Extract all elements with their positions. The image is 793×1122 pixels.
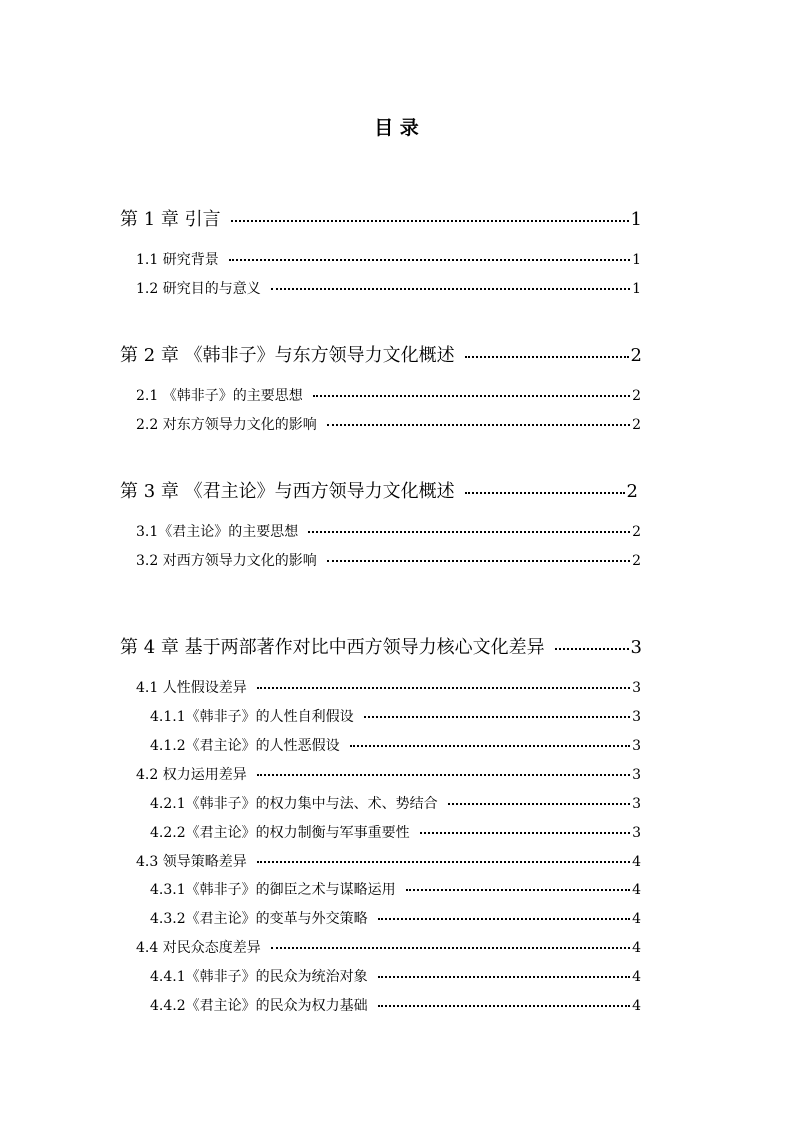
toc-page-number: 4 xyxy=(632,911,641,927)
toc-page-number: 2 xyxy=(632,388,641,404)
toc-entry-section-2-2[interactable] xyxy=(136,414,641,434)
dot-leader xyxy=(555,644,629,650)
toc-title: 目 录 xyxy=(374,117,419,139)
toc-entry-label: 第 2 章 《韩非子》与东方领导力文化概述 xyxy=(120,345,455,366)
dot-leader xyxy=(378,1002,630,1007)
toc-page-number: 3 xyxy=(632,680,641,696)
toc-entry-label: 1.1 研究背景 xyxy=(136,252,219,268)
toc-page-number: 2 xyxy=(630,345,642,366)
toc-entry-section-2-1[interactable] xyxy=(136,385,641,405)
dot-leader xyxy=(229,256,630,261)
dot-leader xyxy=(378,915,630,920)
toc-entry-label: 3.2 对西方领导力文化的影响 xyxy=(136,553,317,569)
toc-page-number: 2 xyxy=(632,524,641,540)
dot-leader xyxy=(271,285,630,290)
dot-leader xyxy=(271,944,630,949)
toc-page-number: 3 xyxy=(632,709,641,725)
toc-entry-label: 4.1.2《君主论》的人性恶假设 xyxy=(150,738,340,754)
toc-entry-label: 3.1《君主论》的主要思想 xyxy=(136,524,299,540)
dot-leader xyxy=(465,352,629,358)
toc-entry-section-4-3[interactable] xyxy=(136,851,641,871)
toc-entry-section-4-3-1[interactable] xyxy=(150,879,641,899)
toc-entry-label: 4.2 权力运用差异 xyxy=(136,767,247,783)
toc-page-number: 1 xyxy=(632,252,641,268)
toc-page-number: 2 xyxy=(626,481,638,502)
toc-entry-section-4-2-2[interactable] xyxy=(150,822,641,842)
toc-entry-label: 4.4.1《韩非子》的民众为统治对象 xyxy=(150,969,368,985)
toc-page-number: 3 xyxy=(630,637,642,658)
toc-entry-label: 2.2 对东方领导力文化的影响 xyxy=(136,417,317,433)
dot-leader xyxy=(420,829,630,834)
toc-entry-label: 4.1 人性假设差异 xyxy=(136,680,247,696)
toc-entry-section-4-1-2[interactable] xyxy=(150,735,641,755)
toc-entry-chapter-3[interactable] xyxy=(120,477,638,503)
toc-entry-label: 4.3.2《君主论》的变革与外交策略 xyxy=(150,911,368,927)
toc-entry-label: 2.1 《韩非子》的主要思想 xyxy=(136,388,303,404)
toc-entry-section-4-4-1[interactable] xyxy=(150,966,641,986)
toc-page-number: 4 xyxy=(632,940,641,956)
toc-page-number: 2 xyxy=(632,553,641,569)
dot-leader xyxy=(257,771,630,776)
toc-entry-label: 4.1.1《韩非子》的人性自利假设 xyxy=(150,709,354,725)
toc-page-number: 3 xyxy=(632,767,641,783)
toc-entry-section-1-1[interactable] xyxy=(136,249,641,269)
toc-entry-label: 第 4 章 基于两部著作对比中西方领导力核心文化差异 xyxy=(120,637,545,658)
toc-page-number: 3 xyxy=(632,796,641,812)
dot-leader xyxy=(364,713,630,718)
toc-entry-section-3-2[interactable] xyxy=(136,550,641,570)
toc-page-number: 4 xyxy=(632,969,641,985)
toc-entry-label: 1.2 研究目的与意义 xyxy=(136,281,261,297)
toc-entry-section-4-2[interactable] xyxy=(136,764,641,784)
toc-page-number: 1 xyxy=(632,281,641,297)
toc-entry-label: 4.4.2《君主论》的民众为权力基础 xyxy=(150,998,368,1014)
dot-leader xyxy=(257,684,630,689)
dot-leader xyxy=(448,800,630,805)
toc-entry-label: 4.2.2《君主论》的权力制衡与军事重要性 xyxy=(150,825,410,841)
toc-page-number: 3 xyxy=(632,738,641,754)
toc-entry-chapter-2[interactable] xyxy=(120,341,642,367)
dot-leader xyxy=(231,216,629,222)
toc-entry-section-4-2-1[interactable] xyxy=(150,793,641,813)
toc-entry-chapter-1[interactable] xyxy=(120,205,642,231)
toc-entry-section-4-3-2[interactable] xyxy=(150,908,641,928)
toc-entry-label: 4.2.1《韩非子》的权力集中与法、术、势结合 xyxy=(150,796,438,812)
toc-page-number: 1 xyxy=(630,209,642,230)
toc-entry-section-4-1-1[interactable] xyxy=(150,706,641,726)
toc-entry-label: 4.3.1《韩非子》的御臣之术与谋略运用 xyxy=(150,882,396,898)
dot-leader xyxy=(327,421,630,426)
toc-entry-label: 第 3 章 《君主论》与西方领导力文化概述 xyxy=(120,481,455,502)
dot-leader xyxy=(327,557,630,562)
toc-entry-section-4-4-2[interactable] xyxy=(150,995,641,1015)
toc-page-number: 3 xyxy=(632,825,641,841)
dot-leader xyxy=(350,742,630,747)
toc-page-number: 4 xyxy=(632,882,641,898)
toc-entry-label: 4.4 对民众态度差异 xyxy=(136,940,261,956)
toc-entry-label: 第 1 章 引言 xyxy=(120,209,221,230)
toc-page-number: 4 xyxy=(632,854,641,870)
dot-leader xyxy=(406,886,630,891)
toc-page-number: 4 xyxy=(632,998,641,1014)
dot-leader xyxy=(465,488,625,494)
toc-entry-label: 4.3 领导策略差异 xyxy=(136,854,247,870)
toc-entry-section-3-1[interactable] xyxy=(136,521,641,541)
toc-page-number: 2 xyxy=(632,417,641,433)
toc-entry-section-1-2[interactable] xyxy=(136,278,641,298)
dot-leader xyxy=(308,528,630,533)
toc-entry-section-4-1[interactable] xyxy=(136,677,641,697)
dot-leader xyxy=(378,973,630,978)
dot-leader xyxy=(257,858,630,863)
dot-leader xyxy=(313,392,630,397)
toc-entry-chapter-4[interactable] xyxy=(120,633,642,659)
toc-entry-section-4-4[interactable] xyxy=(136,937,641,957)
